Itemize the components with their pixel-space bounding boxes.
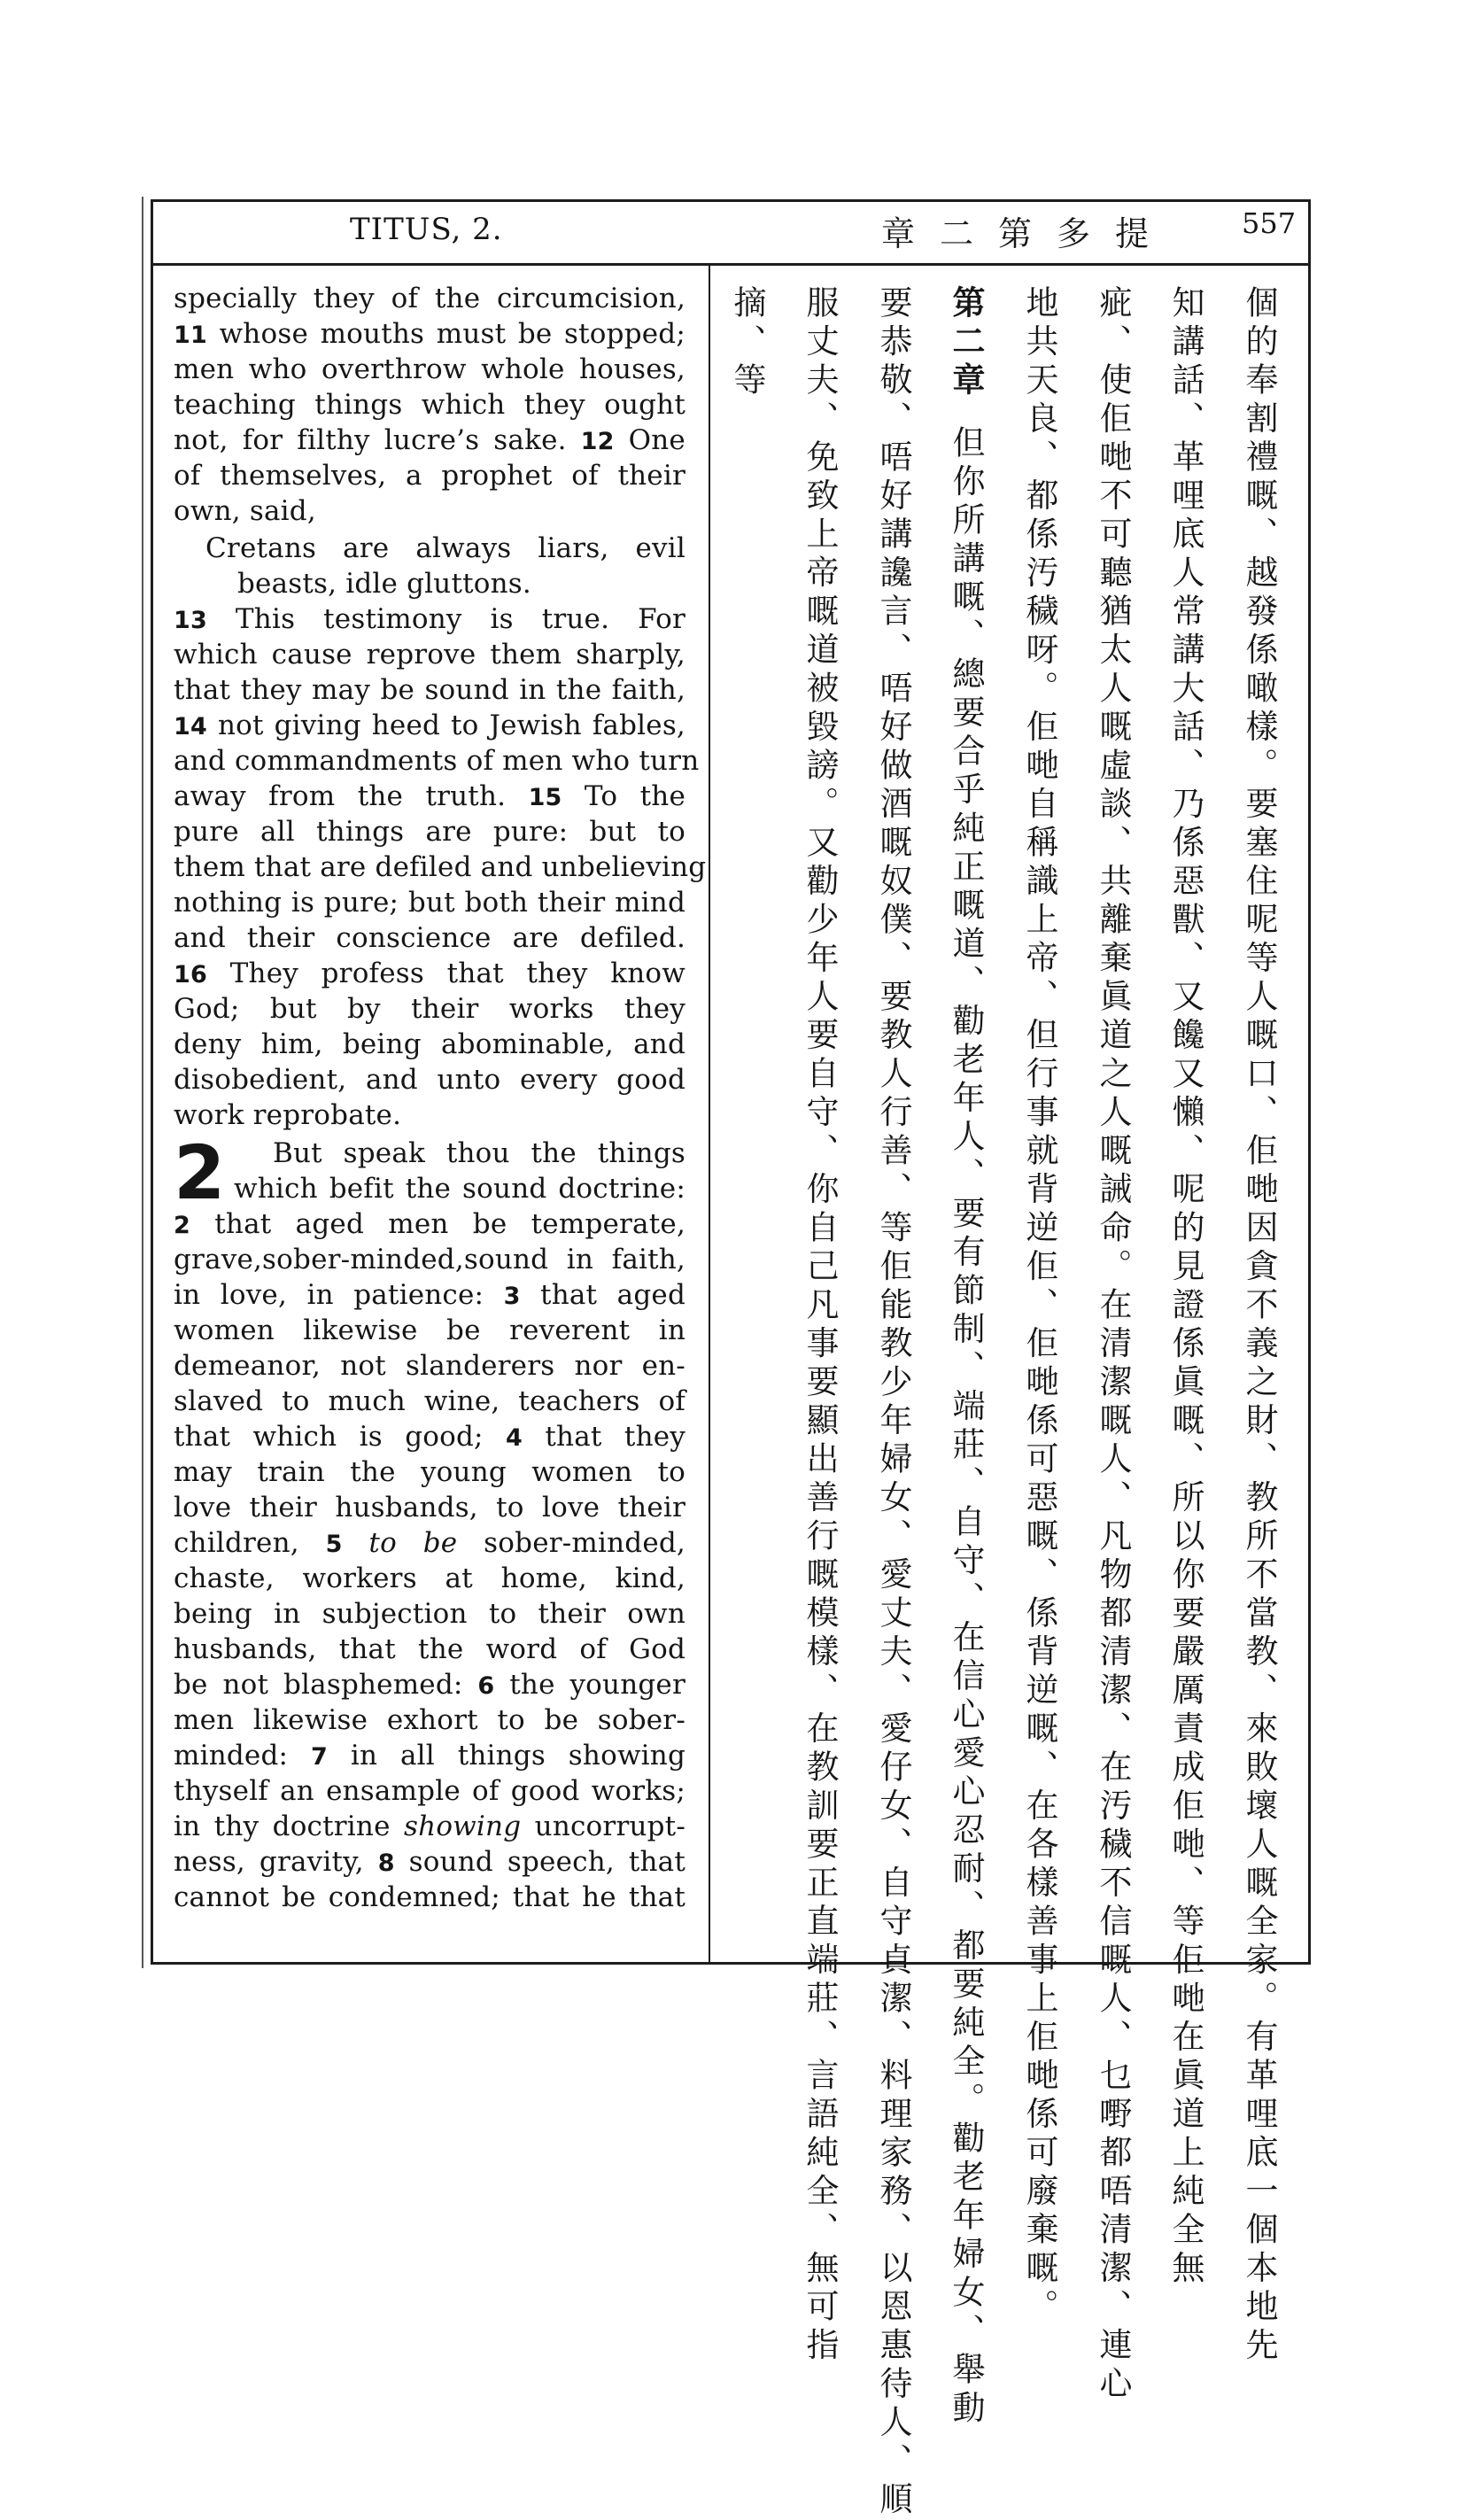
chinese-column: 要恭敬、唔好講讒言、唔好做酒嘅奴僕、要教人行善、等佢能教少年婦女、愛丈夫、愛仔女、自守貞潔、料理家務、以恩惠待人、順 bbox=[874, 285, 912, 2520]
text-line: may train the young women to bbox=[174, 1456, 686, 1488]
page-number: 557 bbox=[1242, 206, 1297, 240]
text-line: chaste, workers at home, kind, bbox=[174, 1562, 686, 1594]
chapter-number: 2 bbox=[174, 1129, 226, 1216]
chinese-column: 知講話、革哩底人常講大話、乃係惡獸、又饞又懶、呢的見證係眞嘅、所以你要嚴厲責成佢哋、等佢哋在眞道上純全無 bbox=[1166, 285, 1205, 2289]
text-line: 2 that aged men be temperate, bbox=[174, 1208, 686, 1240]
text-line: men likewise exhort to be sober- bbox=[174, 1704, 686, 1736]
text-line: not, for filthy lucre’s sake. 12 One bbox=[174, 424, 686, 456]
text-line: women likewise be reverent in bbox=[174, 1314, 686, 1346]
text-line: them that are defiled and unbelieving bbox=[174, 851, 707, 883]
chinese-column: 服丈夫、免致上帝嘅道被毀謗。又勸少年人要自守、你自己凡事要顯出善行嘅模樣、在教訓要正直端莊、言語純全、無可指 bbox=[801, 285, 839, 2366]
text-line: that which is good; 4 that they bbox=[174, 1421, 686, 1453]
text-line: of themselves, a prophet of their bbox=[174, 460, 686, 492]
text-line: 11 whose mouths must be stopped; bbox=[174, 318, 686, 350]
verse-number: 5 bbox=[325, 1531, 343, 1558]
text-line: and commandments of men who turn bbox=[174, 745, 700, 777]
text-line: slaved to much wine, teachers of bbox=[174, 1385, 686, 1417]
text-line: work reprobate. bbox=[174, 1099, 402, 1131]
verse-number: 11 bbox=[174, 322, 207, 349]
header-chinese-title: 章二第多提 bbox=[881, 214, 1174, 253]
verse-number: 15 bbox=[528, 784, 562, 811]
text-line: own, said, bbox=[174, 495, 316, 527]
english-text-column bbox=[174, 281, 707, 1946]
text-line: cannot be condemned; that he that bbox=[174, 1881, 686, 1913]
chapter-heading-chinese: 第二章 bbox=[947, 285, 985, 401]
text-line: ness, gravity, 8 sound speech, that bbox=[174, 1846, 686, 1878]
text-line: being in subjection to their own bbox=[174, 1598, 686, 1630]
text-line: specially they of the circumcision, bbox=[174, 283, 686, 314]
header-english-title: TITUS, 2. bbox=[350, 212, 503, 247]
verse-number: 3 bbox=[503, 1283, 521, 1310]
text-line: 13 This testimony is true. For bbox=[174, 603, 686, 635]
text-line: demeanor, not slanderers nor en- bbox=[174, 1350, 686, 1382]
poetry-line: beasts, idle gluttons. bbox=[237, 568, 531, 600]
text-line: which befit the sound doctrine: bbox=[234, 1173, 686, 1205]
text-line: 16 They profess that they know bbox=[174, 958, 686, 989]
chinese-column: 個的奉割禮嘅、越發係噉樣。要塞住呢等人嘅口、佢哋因貪不義之財、教所不當教、來敗壞人嘅全家。有革哩底一個本地先 bbox=[1240, 285, 1278, 2366]
text-line: that they may be sound in the faith, bbox=[174, 674, 686, 706]
text-line: pure all things are pure: but to bbox=[174, 816, 686, 848]
text-line: away from the truth. 15 To the bbox=[174, 780, 686, 812]
left-margin-rule bbox=[142, 197, 143, 1968]
text-line: and their conscience are defiled. bbox=[174, 922, 686, 954]
verse-number: 13 bbox=[174, 607, 207, 634]
chinese-column: 但你所講嘅、總要合乎純正嘅道、勸老年人、要有節制、端莊、自守、在信心愛心忍耐、都要純全。勸老年婦女、舉動 bbox=[947, 425, 985, 2429]
verse-number: 12 bbox=[580, 428, 615, 455]
text-line: God; but by their works they bbox=[174, 993, 686, 1025]
text-line: men who overthrow whole houses, bbox=[174, 353, 686, 385]
verse-number: 7 bbox=[311, 1743, 328, 1771]
chinese-column: 摘、等 bbox=[728, 285, 766, 401]
text-line: in thy doctrine showing uncorrupt- bbox=[174, 1811, 686, 1842]
text-line: love their husbands, to love their bbox=[174, 1492, 686, 1524]
text-line: in love, in patience: 3 that aged bbox=[174, 1279, 686, 1311]
column-divider bbox=[709, 266, 710, 1962]
text-line: husbands, that the word of God bbox=[174, 1633, 686, 1665]
text-line: 14 not giving heed to Jewish fables, bbox=[174, 709, 686, 741]
verse-number: 16 bbox=[174, 961, 207, 989]
text-line: grave,sober-minded,sound in faith, bbox=[174, 1244, 686, 1276]
text-line: teaching things which they ought bbox=[174, 389, 686, 421]
poetry-line: Cretans are always liars, evil bbox=[205, 532, 686, 564]
verse-number: 2 bbox=[174, 1212, 190, 1239]
chinese-column: 疵、使佢哋不可聽猶太人嘅虛談、共離棄眞道之人嘅誡命。在清潔嘅人、凡物都清潔、在汚穢不信嘅人、乜嘢都唔清潔、連心 bbox=[1094, 285, 1132, 2405]
chinese-column: 地共天良、都係汚穢呀。佢哋自稱識上帝、但行事就背逆佢、佢哋係可惡嘅、係背逆嘅、在各樣善事上佢哋係可廢棄嘅。 bbox=[1020, 285, 1058, 2328]
running-header bbox=[151, 199, 1311, 266]
text-line: nothing is pure; but both their mind bbox=[174, 887, 686, 919]
text-line: thyself an ensample of good works; bbox=[174, 1775, 686, 1807]
text-line: minded: 7 in all things showing bbox=[174, 1740, 686, 1772]
text-line: But speak thou the things bbox=[273, 1137, 686, 1169]
verse-number: 6 bbox=[477, 1672, 495, 1700]
text-line: disobedient, and unto every good bbox=[174, 1064, 686, 1096]
verse-number: 4 bbox=[506, 1424, 523, 1452]
text-line: children, 5 to be sober-minded, bbox=[174, 1527, 686, 1559]
text-line: deny him, being abominable, and bbox=[174, 1028, 686, 1060]
text-line: which cause reprove them sharply, bbox=[174, 639, 686, 671]
verse-number: 14 bbox=[174, 713, 207, 740]
verse-number: 8 bbox=[377, 1849, 395, 1877]
text-line: be not blasphemed: 6 the younger bbox=[174, 1669, 686, 1701]
